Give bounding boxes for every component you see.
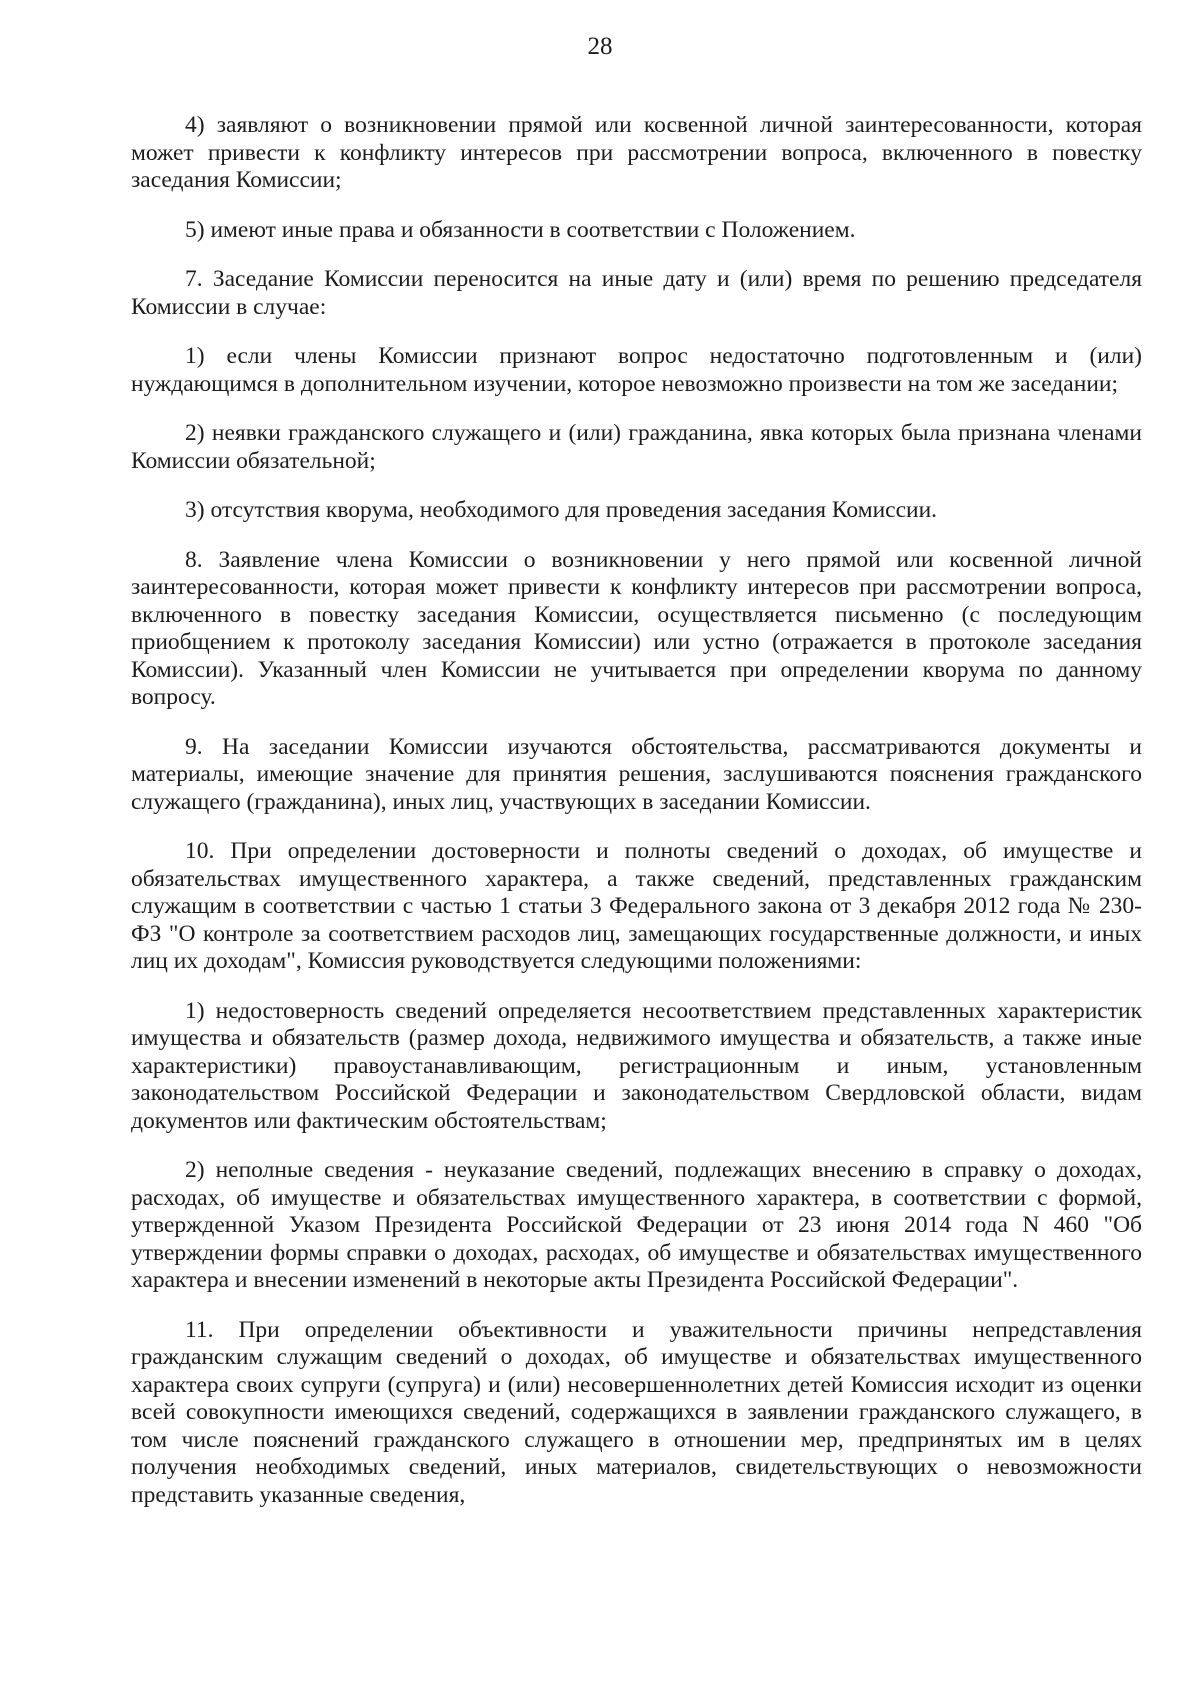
paragraph-7-meeting-postponement: 7. Заседание Комиссии переносится на иные дату и (или) время по решению председателя Комиссии в случае: xyxy=(131,266,1142,320)
paragraph-10-item-2: 2) неполные сведения - неуказание сведений, подлежащих внесению в справку о доходах, расходах, об имуществе и обязательствах имущественного характера, в соответствии с формой, утвержденной Указом Президента Российской Федерации от 23 июня 2014 года N 460 "Об утверждении формы справки о доходах, расходах, об имуществе и обязательствах имущественного характера и внесении изменений в некоторые акты Президента Российской Федерации". xyxy=(131,1157,1142,1293)
paragraph-item-5-other-rights: 5) имеют иные права и обязанности в соответствии с Положением. xyxy=(185,216,856,243)
page-number: 28 xyxy=(587,33,613,60)
paragraph-7-item-3: 3) отсутствия кворума, необходимого для проведения заседания Комиссии. xyxy=(185,497,938,523)
paragraph-item-4-declare-interest: 4) заявляют о возникновении прямой или косвенной личной заинтересованности, которая может привести к конфликту интересов при рассмотрении вопроса, включенного в повестку заседания Комиссии; xyxy=(131,112,1142,193)
paragraph-7-item-1: 1) если члены Комиссии признают вопрос недостаточно подготовленным и (или) нуждающимся в дополнительном изучении, которое невозможно произвести на том же заседании; xyxy=(131,343,1142,397)
paragraph-8-member-statement: 8. Заявление члена Комиссии о возникновении у него прямой или косвенной личной заинтересованности, которая может привести к конфликту интересов при рассмотрении вопроса, включенного в повестку заседания Комиссии, осуществляется письменно (с последующим приобщением к протоколу заседания Комиссии) или устно (отражается в протоколе заседания Комиссии). Указанный член Комиссии не учитывается при определении кворума по данному вопросу. xyxy=(131,546,1142,710)
paragraph-9-meeting-review: 9. На заседании Комиссии изучаются обстоятельства, рассматриваются документы и материалы, имеющие значение для принятия решения, заслушиваются пояснения гражданского служащего (гражданина), иных лиц, участвующих в заседании Комиссии. xyxy=(131,733,1142,815)
paragraph-10-item-1: 1) недостоверность сведений определяется несоответствием представленных характеристик имущества и обязательств (размер дохода, недвижимого имущества и обязательств, а также иные характеристики) правоустанавливающим, регистрационным и иным, установленным законодательством Российской Федерации и законодательством Свердловской области, видам документов или фактическим обстоятельствам; xyxy=(131,997,1142,1134)
document-body xyxy=(131,112,1142,1531)
paragraph-11-objective-reasons: 11. При определении объективности и уважительности причины непредставления гражданским служащим сведений о доходах, об имуществе и обязательствах имущественного характера своих супруги (супруга) и (или) несовершеннолетних детей Комиссия исходит из оценки всей совокупности имеющихся сведений, содержащихся в заявлении гражданского служащего, в том числе пояснений гражданского служащего в отношении мер, предпринятых им в целях получения необходимых сведений, иных материалов, свидетельствующих о невозможности представить указанные сведения, xyxy=(131,1316,1142,1508)
paragraph-10-income-verification: 10. При определении достоверности и полноты сведений о доходах, об имуществе и обязательствах имущественного характера, а также сведений, представленных гражданским служащим в соответствии с частью 1 статьи 3 Федерального закона от 3 декабря 2012 года № 230-ФЗ "О контроле за соответствием расходов лиц, замещающих государственные должности, и иных лиц их доходам", Комиссия руководствуется следующими положениями: xyxy=(131,838,1142,974)
paragraph-7-item-2: 2) неявки гражданского служащего и (или) гражданина, явка которых была признана членами Комиссии обязательной; xyxy=(131,420,1142,474)
